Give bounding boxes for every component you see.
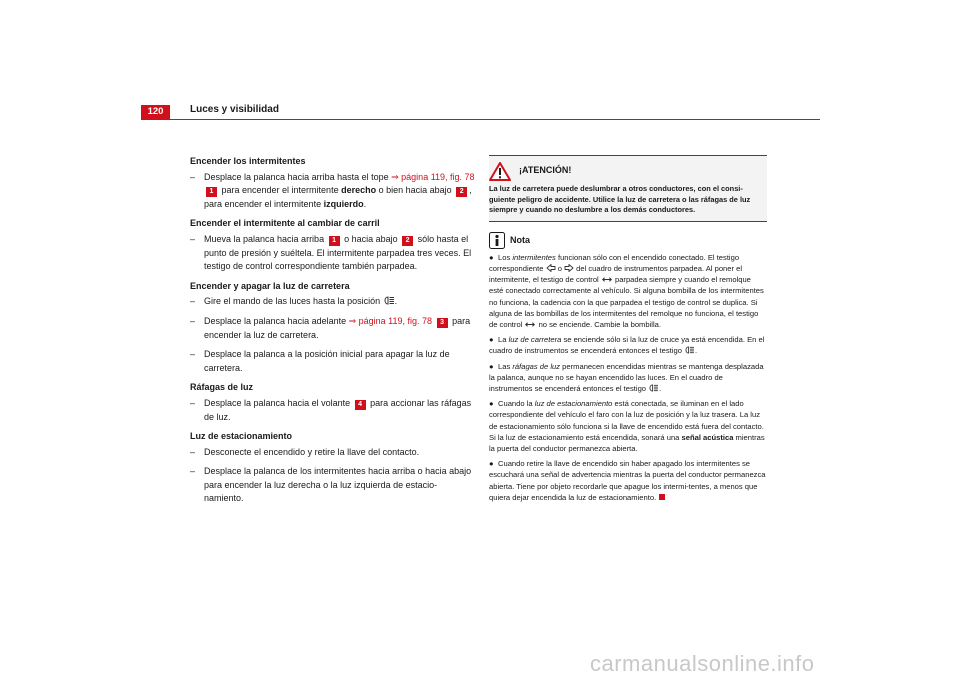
italic-text: intermitentes [512,252,556,262]
trailer-indicator-icon [601,276,613,283]
callout-badge-a1: 1 [206,187,217,197]
section-title: Encender los intermitentes [190,156,306,166]
text: no se enciende. Cambie la bombilla. [536,320,661,329]
text: está conectada, se iluminan en el lado correspondiente del vehículo el faro con la luz de posición y la luz trasera. La luz de estacionamiento sólo funciona si la llave de encendido está fuera del contacto. Si la luz de estacionamiento está encendida, sonará una [489,399,764,442]
text: o hacia abajo [341,233,401,244]
text: La [498,335,509,345]
dash: – [190,446,196,457]
section-title: Luz de estacionamiento [190,431,293,442]
left-column [190,155,475,512]
text: . [695,346,698,356]
text: o [555,263,565,273]
bullet-dot-icon: ● [489,252,494,262]
dash: – [190,397,196,408]
info-icon [489,232,505,249]
page-number: 120 [141,105,170,119]
note-bullet [489,398,767,454]
bullet-dot-icon: ● [489,459,494,469]
list-item [190,446,475,460]
list-item [190,397,475,424]
text: Cuando retire la llave de encendido sin haber apagado los intermitentes se escuchará una señal de advertencia mientras la puerta del conductor permanezca abierta. Tiene por objeto recordarle que apague los intermi-tentes, a menos que quiera dejar encendida la luz de estacionamiento. [489,459,766,502]
note-bullet [489,361,767,395]
text: , para encender el intermitente [204,185,472,209]
callout-badge-a4: 4 [355,400,366,410]
text: parpadea siempre y cuando el remolque esté conectado correctamente al vehículo. Si alguna bombilla de los intermitentes no funciona, la cadencia con la que parpadea el testigo de control se duplica. Si alguna de las bombillas de los intermitentes del remolque no funciona, el testigo de control [489,275,764,329]
page-link[interactable]: ⇒ página 119, fig. 78 [348,315,433,326]
bold-text: derecho [341,185,377,196]
high-beam-icon [383,296,395,305]
note-title: Nota [510,234,530,245]
callout-badge-a2: 2 [456,187,467,197]
high-beam-icon [648,384,662,394]
text: . [659,384,662,394]
text: Mueva la palanca hacia arriba [204,233,327,244]
text: Desplace la palanca de los intermitentes hacia arriba o hacia abajo para encender la luz derecha o la luz izquierda de estacio-namiento. [204,466,472,504]
note-bullet [489,334,767,356]
text: funcionan sólo con el encendido conectado. El testigo correspondiente [489,252,740,273]
text: Desconecte el encendido y retire la llave del contacto. [204,446,420,457]
warning-text: La luz de carretera puede deslumbrar a otros conductores, con el consi-guiente peligro de accidente. Utilice la luz de carretera o las ráfagas de luz siempre y cuando no deslumbre a los demás conductores. [489,184,751,215]
section-title: Encender el intermitente al cambiar de carril [190,218,380,229]
text: Cuando la [498,399,535,409]
dash: – [190,296,196,307]
text: permanecen encendidas mientras se mantenga desplazada la palanca, aunque no se hayan encendido las luces. En el cuadro de instrumentos se encenderá entonces el testigo [489,361,764,394]
list-item [190,348,475,375]
bold-text: señal acústica [681,432,734,442]
warning-title: ¡ATENCIÓN! [519,165,572,176]
page-header-title: Luces y visibilidad [190,104,279,115]
callout-badge-a3: 3 [437,318,448,328]
section-luz-carretera [190,280,475,376]
high-beam-icon [684,346,698,356]
turn-right-arrow-icon [564,264,574,272]
list-item: – Gire el mando de las luces hasta la posición . [190,295,475,309]
section-intermitentes [190,155,475,211]
callout-badge-a2: 2 [402,236,413,246]
header-rule [141,119,820,120]
text: para accionar las ráfagas de luz. [204,397,472,422]
list-item [190,233,475,274]
section-title: Ráfagas de luz [190,382,254,393]
text: del cuadro de instrumentos parpadea. Al poner el intermitente, el testigo de control [489,263,743,285]
watermark: carmanualsonline.info [590,651,815,676]
bullet-dot-icon: ● [489,361,494,371]
text: se enciende sólo si la luz de cruce ya está encendida. En el cuadro de instrumentos se encenderá entonces el testigo [489,335,765,356]
section-title: Encender y apagar la luz de carretera [190,280,350,291]
text: Desplace la palanca hacia adelante [204,315,349,326]
bold-text: izquierdo [323,198,364,209]
end-of-section-icon [659,494,665,500]
right-column [489,155,767,507]
warning-header [489,160,763,182]
text: Desplace la palanca a la posición inicial para apagar la luz de carretera. [204,349,450,373]
turn-left-arrow-icon [546,264,556,272]
italic-text: ráfagas de luz [512,361,561,371]
section-cambio-carril [190,217,475,273]
dash: – [190,315,196,326]
bullet-dot-icon: ● [489,399,494,409]
text: para encender el intermitente [219,185,342,196]
note-bullet [489,252,767,330]
dash: – [190,233,196,244]
italic-text: luz de estacionamiento [534,399,613,409]
italic-text: luz de carretera [508,335,562,345]
text: Las [498,361,513,371]
warning-triangle-icon [489,162,511,181]
section-rafagas [190,381,475,424]
warning-box [489,155,767,222]
text: sólo hasta el punto de presión y suéltela. El intermitente parpadea tres veces. El testigo de control correspondiente también parpadea. [204,233,472,272]
note-bullet [489,458,767,503]
page-link[interactable]: ⇒ página 119, fig. 78 [391,171,475,182]
bullet-dot-icon: ● [489,335,494,345]
text: para encender la luz de carretera. [204,315,471,340]
text: Gire el mando de las luces hasta la posición [204,296,381,307]
text: mientras la puerta del conductor permanezca abierta. [489,432,765,454]
dash: – [190,349,196,360]
dash: – [190,171,196,182]
list-item [190,465,475,506]
list-item [190,171,475,212]
text: Los [498,252,513,262]
list-item [190,315,475,342]
note-header [489,232,767,249]
text: Desplace la palanca hacia el volante [204,397,353,408]
text: o bien hacia abajo [376,185,455,196]
text: Desplace la palanca hacia arriba hasta el tope [204,171,392,182]
text: . [363,198,367,209]
trailer-indicator-icon [524,321,536,328]
section-estacionamiento [190,430,475,506]
dash: – [190,466,196,477]
callout-badge-a1: 1 [329,236,340,246]
